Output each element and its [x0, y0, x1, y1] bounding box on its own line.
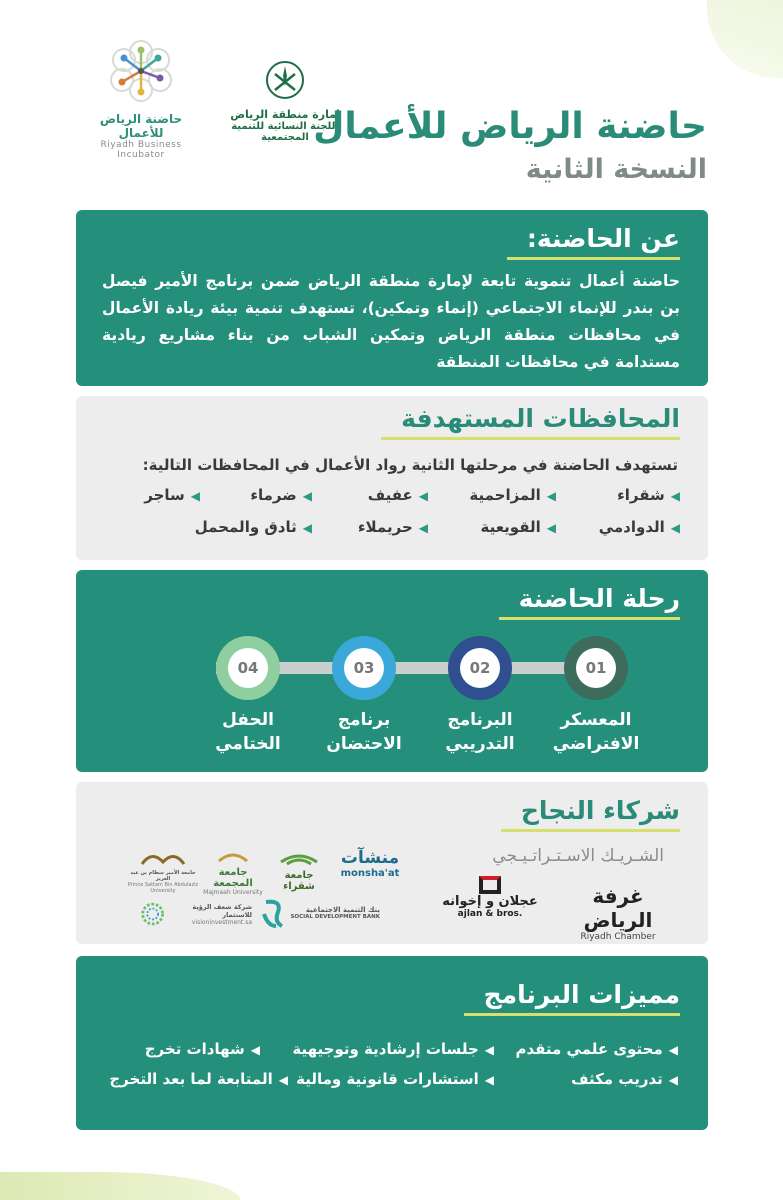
journey-title: رحلة الحاضنة	[499, 584, 680, 620]
shaqra-university-logo: جامعة شقراء	[268, 848, 330, 892]
list-item: ◀ساجر	[144, 486, 200, 504]
triangle-bullet-icon: ◀	[484, 1073, 494, 1087]
journey-stage-2	[420, 636, 540, 756]
stage-circle: 04	[216, 636, 280, 700]
stage-label: الحفل الختامي	[215, 710, 281, 754]
incubator-logo	[76, 38, 206, 160]
stage-label: برنامج الاحتضان	[326, 710, 402, 754]
features-title: مميزات البرنامج	[464, 980, 680, 1016]
emirate-logo-line2: اللجنة النسائية للتنمية المجتمعية	[231, 121, 339, 143]
list-item: ◀جلسات إرشادية وتوجيهية	[292, 1040, 494, 1058]
incubator-logo-english: Riyadh Business Incubator	[100, 140, 182, 160]
triangle-bullet-icon: ◀	[302, 521, 312, 535]
triangle-bullet-icon: ◀	[250, 1043, 260, 1057]
ajlan-mark-icon	[479, 876, 501, 894]
governorates-row-2	[90, 518, 680, 544]
list-item: ◀المزاحمية	[469, 486, 556, 504]
list-item: ◀المتابعة لما بعد التخرج	[109, 1070, 288, 1088]
triangle-bullet-icon: ◀	[278, 1073, 288, 1087]
governorates-intro: تستهدف الحاضنة في مرحلتها الثانية رواد الأعمال في المحافظات التالية:	[142, 456, 678, 474]
vision-dots-icon	[140, 900, 165, 928]
stage-circle: 02	[448, 636, 512, 700]
corner-decoration-top-right	[707, 0, 783, 78]
list-item: ◀استشارات قانونية ومالية	[296, 1070, 494, 1088]
partners-title: شركاء النجاح	[501, 796, 680, 832]
list-item: ◀ضرماء	[250, 486, 312, 504]
triangle-bullet-icon: ◀	[668, 1073, 678, 1087]
list-item: ◀شقراء	[617, 486, 680, 504]
stage-label: البرنامج التدريبي	[445, 710, 515, 754]
monshaat-logo: منشآت monsha'at	[340, 848, 400, 879]
triangle-bullet-icon: ◀	[418, 521, 428, 535]
emirate-emblem-icon	[265, 60, 305, 100]
corner-decoration-bottom-left	[0, 1172, 240, 1200]
emirate-logo-line1: إمارة منطقة الرياض	[230, 108, 340, 121]
list-item: ◀تدريب مكثف	[571, 1070, 678, 1088]
open-book-icon	[138, 848, 188, 866]
majmaah-university-logo: جامعة المجمعة Majmaah University	[200, 848, 266, 896]
incubator-flower-icon	[108, 38, 174, 104]
sdb-mark-icon	[260, 898, 286, 928]
about-text: حاضنة أعمال تنموية تابعة لإمارة منطقة الرياض ضمن برنامج الأمير فيصل بن بندر للإنماء الاجتماعي (إنماء وتمكين)، تستهدف تنمية بيئة ريادة الأعمال في محافظات منطقة الرياض وتمكين الشباب من بناء مشاريع ريادية مستدامة في محافظات المنطقة	[102, 272, 680, 371]
journey-stage-4	[188, 636, 308, 756]
journey-stage-3	[304, 636, 424, 756]
list-item: ◀محتوى علمي متقدم	[515, 1040, 678, 1058]
page-subtitle: النسخة الثانية	[525, 154, 707, 185]
triangle-bullet-icon: ◀	[302, 489, 312, 503]
journey-panel	[76, 570, 708, 772]
list-item: ◀ثادق والمحمل	[194, 518, 312, 536]
list-item: ◀حريملاء	[357, 518, 428, 536]
governorates-panel	[76, 396, 708, 560]
governorates-row-1	[90, 486, 680, 512]
strategic-partner-label: الشـريـك الاسـتـراتـيـجي	[492, 846, 664, 866]
triangle-bullet-icon: ◀	[546, 489, 556, 503]
list-item: ◀الدوادمي	[598, 518, 680, 536]
ajlan-bros-logo: عجلان و إخوانه ajlan & bros.	[440, 876, 540, 919]
about-panel	[76, 210, 708, 386]
book-icon	[279, 848, 319, 866]
page-title: حاضنة الرياض للأعمال	[313, 106, 707, 147]
stage-circle: 03	[332, 636, 396, 700]
triangle-bullet-icon: ◀	[484, 1043, 494, 1057]
lamp-icon	[215, 849, 251, 863]
triangle-bullet-icon: ◀	[668, 1043, 678, 1057]
psau-logo: جامعة الأمير سطام بن عبد العزيز Prince Sattam Bin Abdulaziz University	[126, 848, 200, 894]
triangle-bullet-icon: ◀	[418, 489, 428, 503]
journey-stage-1	[536, 636, 656, 756]
partners-panel	[76, 782, 708, 944]
stage-circle: 01	[564, 636, 628, 700]
list-item: ◀القويعية	[480, 518, 556, 536]
riyadh-chamber-logo: غرفة الرياض Riyadh Chamber	[580, 884, 656, 942]
list-item: ◀شهادات تخرج	[144, 1040, 260, 1058]
features-panel	[76, 956, 708, 1130]
triangle-bullet-icon: ◀	[546, 521, 556, 535]
vision-investment-logo: شركة شعف الرؤية للاستثمار visioninvestment.sa	[140, 900, 252, 928]
list-item: ◀عفيف	[367, 486, 428, 504]
stage-label: المعسكر الافتراضي	[552, 710, 640, 754]
social-development-bank-logo: بنك التنمية الاجتماعية SOCIAL DEVELOPMENT BANK	[254, 898, 380, 928]
triangle-bullet-icon: ◀	[190, 489, 200, 503]
governorates-title: المحافظات المستهدفة	[381, 404, 680, 440]
incubator-logo-arabic: حاضنة الرياض للأعمال	[99, 112, 183, 140]
triangle-bullet-icon: ◀	[670, 489, 680, 503]
triangle-bullet-icon: ◀	[670, 521, 680, 535]
about-title: عن الحاضنة:	[507, 224, 680, 260]
